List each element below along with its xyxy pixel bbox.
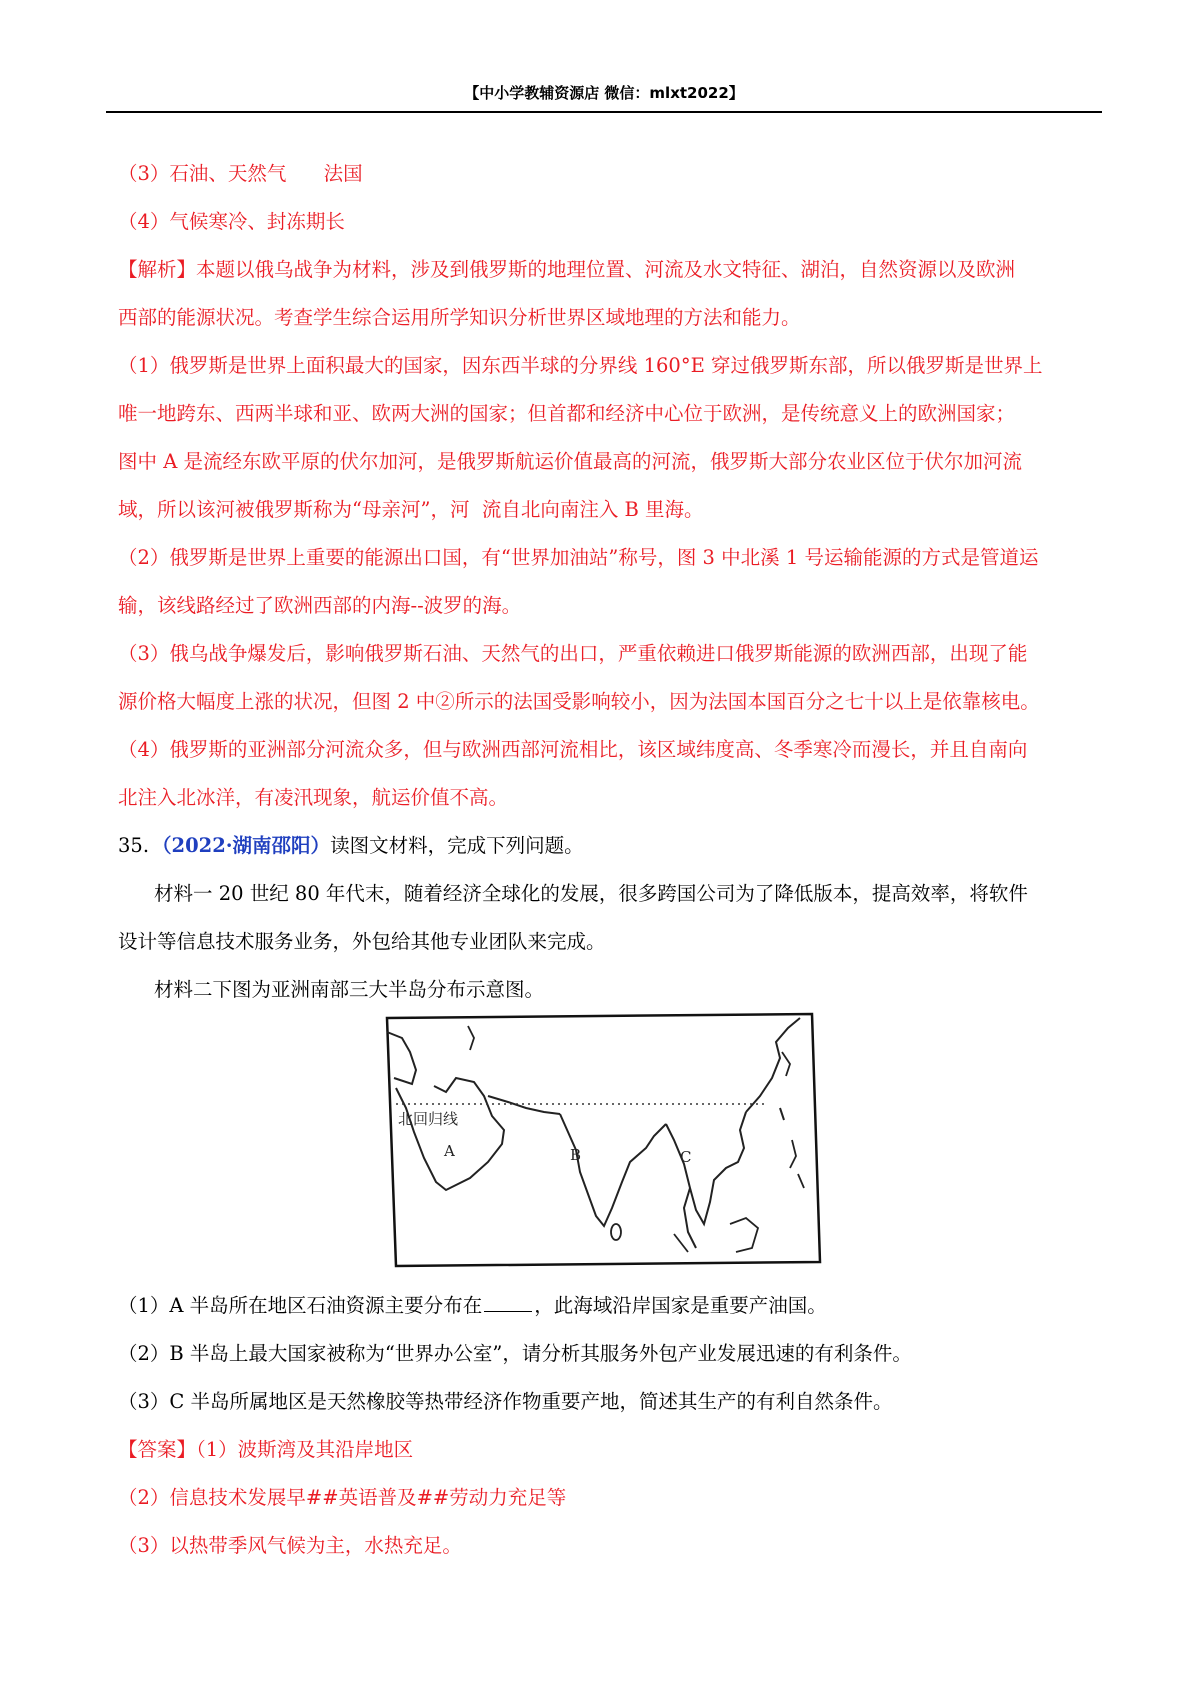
question-prompt: 读图文材料，完成下列问题。 — [330, 834, 584, 857]
analysis-p1-line-3: 图中 A 是流经东欧平原的伏尔加河，是俄罗斯航运价值最高的河流，俄罗斯大部分农业区位于伏尔加河流 — [118, 450, 1022, 473]
material-2: 材料二下图为亚洲南部三大半岛分布示意图。 — [154, 978, 545, 1001]
map-island-sumatra — [674, 1234, 688, 1252]
material-1-line-1: 材料一 20 世纪 80 年代末，随着经济全球化的发展，很多跨国公司为了降低版本，提高效率，将软件 — [154, 882, 1028, 905]
question-35-title — [118, 822, 1098, 870]
questions-and-answers — [118, 1282, 1098, 1570]
answer-35-part-3: （3）以热带季风气候为主，水热充足。 — [118, 1534, 462, 1557]
map-islands-philippines — [790, 1140, 804, 1188]
map-coastline-indochina — [666, 1112, 746, 1224]
question-35-part-1: （1）A 半岛所在地区石油资源主要分布在 ，此海域沿岸国家是重要产油国。 — [118, 1294, 827, 1317]
map-island-taiwan — [780, 1108, 784, 1120]
page-content — [118, 150, 1098, 1014]
south-asia-peninsulas-map — [384, 1012, 824, 1268]
analysis-intro-line-1: 【解析】本题以俄乌战争为材料，涉及到俄罗斯的地理位置、河流及水文特征、湖泊，自然资源以及欧洲 — [118, 258, 1016, 281]
analysis-p1-line-4: 域，所以该河被俄罗斯称为“母亲河”，河 流自北向南注入 B 里海。 — [118, 498, 704, 521]
map-coastline-india — [560, 1114, 666, 1226]
map-island-borneo — [730, 1218, 758, 1252]
prev-answer-3: （3）石油、天然气 法国 — [118, 162, 363, 185]
question-35-part-2: （2）B 半岛上最大国家被称为“世界办公室”，请分析其服务外包产业发展迅速的有利条件。 — [118, 1342, 912, 1365]
map-coastline-china — [746, 1018, 800, 1112]
map-island-srilanka — [611, 1224, 621, 1240]
analysis-intro-line-2: 西部的能源状况。考查学生综合运用所学知识分析世界区域地理的方法和能力。 — [118, 306, 801, 329]
answer-35-part-1: 【答案】（1）波斯湾及其沿岸地区 — [118, 1438, 414, 1461]
analysis-label: 【解析】 — [118, 258, 197, 281]
tropic-of-cancer-label: 北回归线 — [398, 1110, 459, 1128]
question-number: 35. — [118, 834, 150, 857]
answer-blank[interactable] — [484, 1310, 532, 1312]
analysis-p4-line-2: 北注入北冰洋，有凌汛现象，航运价值不高。 — [118, 786, 509, 809]
page-header: 【中小学教辅资源店 微信：mlxt2022】 — [464, 84, 744, 102]
material-1-line-2: 设计等信息技术服务业务，外包给其他专业团队来完成。 — [118, 930, 606, 953]
map-frame — [387, 1014, 820, 1266]
analysis-p2-line-1: （2）俄罗斯是世界上重要的能源出口国，有“世界加油站”称号，图 3 中北溪 1 号运输能源的方式是管道运 — [118, 546, 1039, 569]
peninsula-label-c: C — [680, 1148, 692, 1166]
map-caspian-sea — [468, 1026, 474, 1050]
answer-35-part-2: （2）信息技术发展早##英语普及##劳动力充足等 — [118, 1486, 567, 1509]
analysis-p3-line-1: （3）俄乌战争爆发后，影响俄罗斯石油、天然气的出口，严重依赖进口俄罗斯能源的欧洲西部，出现了能 — [118, 642, 1028, 665]
analysis-p3-line-2: 源价格大幅度上涨的状况，但图 2 中②所示的法国受影响较小，因为法国本国百分之七十以上是依靠核电。 — [118, 690, 1040, 713]
peninsula-label-b: B — [570, 1146, 582, 1164]
question-source: （2022·湖南邵阳） — [152, 834, 331, 857]
analysis-p2-line-2: 输，该线路经过了欧洲西部的内海--波罗的海。 — [118, 594, 522, 617]
analysis-p1-line-2: 唯一地跨东、西两半球和亚、欧两大洲的国家；但首都和经济中心位于欧洲，是传统意义上的欧洲国家； — [118, 402, 1016, 425]
question-35-part-3: （3）C 半岛所属地区是天然橡胶等热带经济作物重要产地，简述其生产的有利自然条件。 — [118, 1390, 893, 1413]
map-coastline-arabia — [396, 1078, 504, 1190]
header-rule — [106, 111, 1102, 113]
map-coastline-korea — [782, 1052, 790, 1076]
map-coastline-iran — [488, 1096, 560, 1114]
analysis-p1-line-1: （1）俄罗斯是世界上面积最大的国家，因东西半球的分界线 160°E 穿过俄罗斯东部，所以俄罗斯是世界上 — [118, 354, 1043, 377]
map-coastline-africa — [387, 1032, 416, 1084]
analysis-p4-line-1: （4）俄罗斯的亚洲部分河流众多，但与欧洲西部河流相比，该区域纬度高、冬季寒冷而漫长，并且自南向 — [118, 738, 1028, 761]
peninsula-label-a: A — [444, 1142, 455, 1160]
prev-answer-4: （4）气候寒冷、封冻期长 — [118, 210, 345, 233]
map-coastline-malay — [684, 1188, 696, 1248]
answer-label: 【答案】 — [118, 1438, 197, 1461]
